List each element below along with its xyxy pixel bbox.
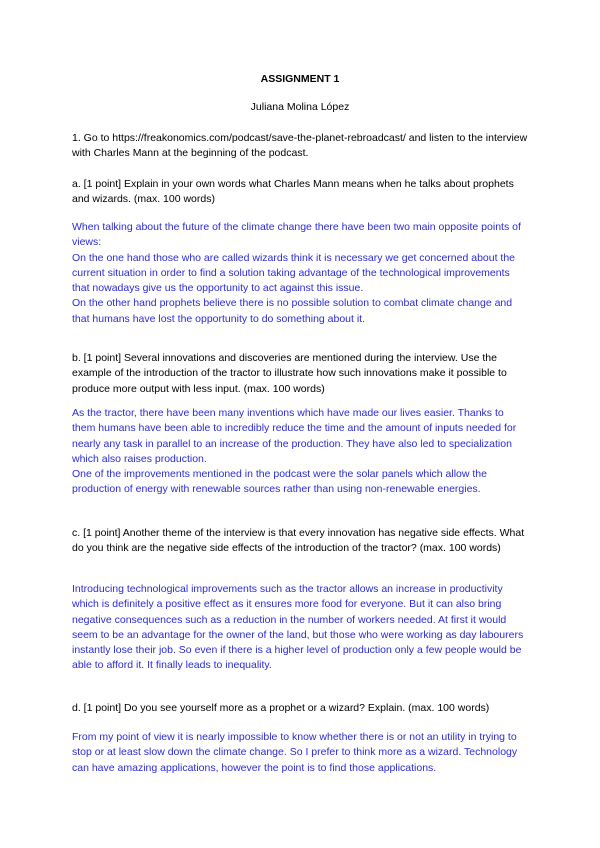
answer-paragraph: Introducing technological improvements such as the tractor allows an increase in productivity which is definitely a positive effect as it ensures more food for everyone. But it can also bring negative consequences such as a reduction in the number of workers needed. At first it would seem to be an advantage for the owner of the land, but those who were working as day labourers instantly lose their job. So even if there is a higher level of production only a few people would be able to afford it. It finally leads to inequality. (72, 583, 524, 672)
answer-paragraph: On the other hand prophets believe there is no possible solution to combat climate change and that humans have lost the opportunity to do something about it. (72, 297, 513, 325)
author-name: Juliana Molina López (250, 101, 350, 113)
question-a-answer (72, 220, 528, 327)
answer-paragraph: On the one hand those who are called wizards think it is necessary we get concerned about the current situation in order to find a solution taking advantage of the technological improvements that nowadays give us the opportunity to act against this issue. (72, 251, 516, 295)
question-c-prompt: c. [1 point] Another theme of the interview is that every innovation has negative side effects. What do you think are the negative side effects of the introduction of the tractor? (max. 100 words) (72, 527, 525, 555)
question-a-prompt: a. [1 point] Explain in your own words what Charles Mann means when he talks about prophets and wizards. (max. 100 words) (72, 178, 514, 206)
question-b-answer (72, 406, 528, 498)
question-c-answer (72, 582, 528, 674)
intro-instruction: 1. Go to https://freakonomics.com/podcast/save-the-planet-rebroadcast/ and listen to the interview with Charles Mann at the beginning of the podcast. (72, 132, 528, 160)
question-d-prompt: d. [1 point] Do you see yourself more as a prophet or a wizard? Explain. (max. 100 words) (72, 702, 490, 714)
document-title: ASSIGNMENT 1 (260, 73, 340, 85)
answer-paragraph: As the tractor, there have been many inventions which have made our lives easier. Thanks to them humans have been able to incredibly reduce the time and the amount of inputs needed for nearly any task in parallel to an increase of the production. They have also led to specialization which also raises production. (72, 407, 517, 465)
question-d-answer (72, 730, 528, 776)
question-b-prompt: b. [1 point] Several innovations and discoveries are mentioned during the interview. Use the example of the introduction of the tractor to illustrate how such innovations make it possible to produce more output with less input. (max. 100 words) (72, 352, 507, 395)
answer-paragraph: One of the improvements mentioned in the podcast were the solar panels which allow the production of energy with renewable sources rather than using non-renewable energies. (72, 468, 487, 496)
answer-paragraph: From my point of view it is nearly impossible to know whether there is or not an utility in trying to stop or at least slow down the climate change. So I prefer to think more as a wizard. Technology can have amazing applications, however the point is to find those applications. (72, 731, 518, 774)
answer-paragraph: When talking about the future of the climate change there have been two main opposite points of views: (72, 221, 521, 249)
